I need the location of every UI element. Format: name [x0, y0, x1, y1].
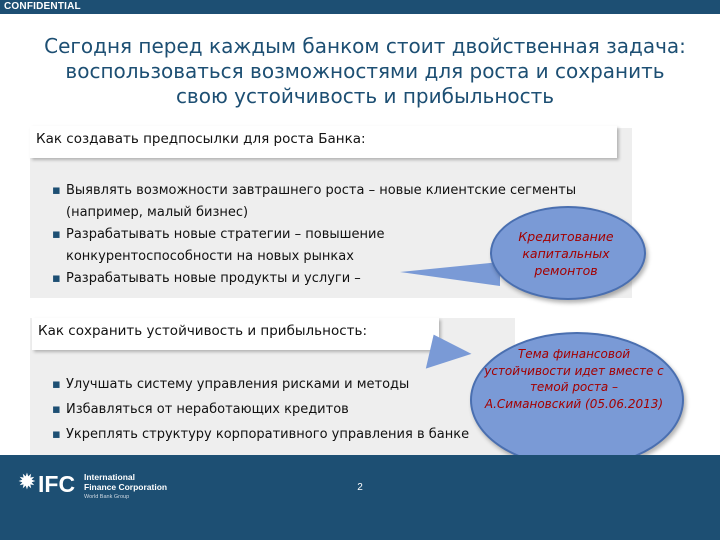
list-item: ▪ Разрабатывать новые продукты и услуги – — [50, 268, 610, 290]
ifc-logo — [14, 470, 174, 510]
callout-2-text: Тема финансовой устойчивости идет вместе с темой роста – А.Симановский (05.06.2013) — [484, 347, 664, 411]
list-item: ▪ Улучшать систему управления рисками и методы — [50, 372, 520, 397]
logo-line-1: International — [84, 472, 136, 482]
list-item: ▪ Избавляться от неработающих кредитов — [50, 397, 520, 422]
callout-1-pointer — [400, 262, 500, 286]
logo-subtitle: World Bank Group — [84, 494, 130, 500]
page-number: 2 — [357, 482, 363, 493]
confidential-label: CONFIDENTIAL — [4, 1, 81, 12]
list-item: ▪ Разрабатывать новые стратегии – повышение конкурентоспособности на новых рынках — [50, 224, 426, 268]
growth-heading: Как создавать предпосылки для роста Банка: — [30, 126, 617, 158]
logo-name — [84, 472, 167, 492]
top-strip — [0, 0, 720, 14]
list-item: ▪ Укреплять структуру корпоративного управления в банке — [50, 422, 520, 447]
stability-bullet-list — [50, 372, 520, 447]
list-item: ▪ Выявлять возможности завтрашнего роста – новые клиентские сегменты (например, малый бизнес) — [50, 180, 610, 224]
globe-icon: ✹ — [17, 470, 37, 495]
logo-ifc-text: IFC — [38, 471, 76, 497]
slide-title: Сегодня перед каждым банком стоит двойственная задача: воспользоваться возможностями для роста и сохранить свою устойчивость и прибыльность — [44, 34, 686, 108]
logo-line-2: Finance Corporation — [84, 482, 168, 492]
callout-1-text: Кредитование капитальных ремонтов — [518, 229, 614, 278]
stability-heading: Как сохранить устойчивость и прибыльность: — [32, 318, 439, 350]
